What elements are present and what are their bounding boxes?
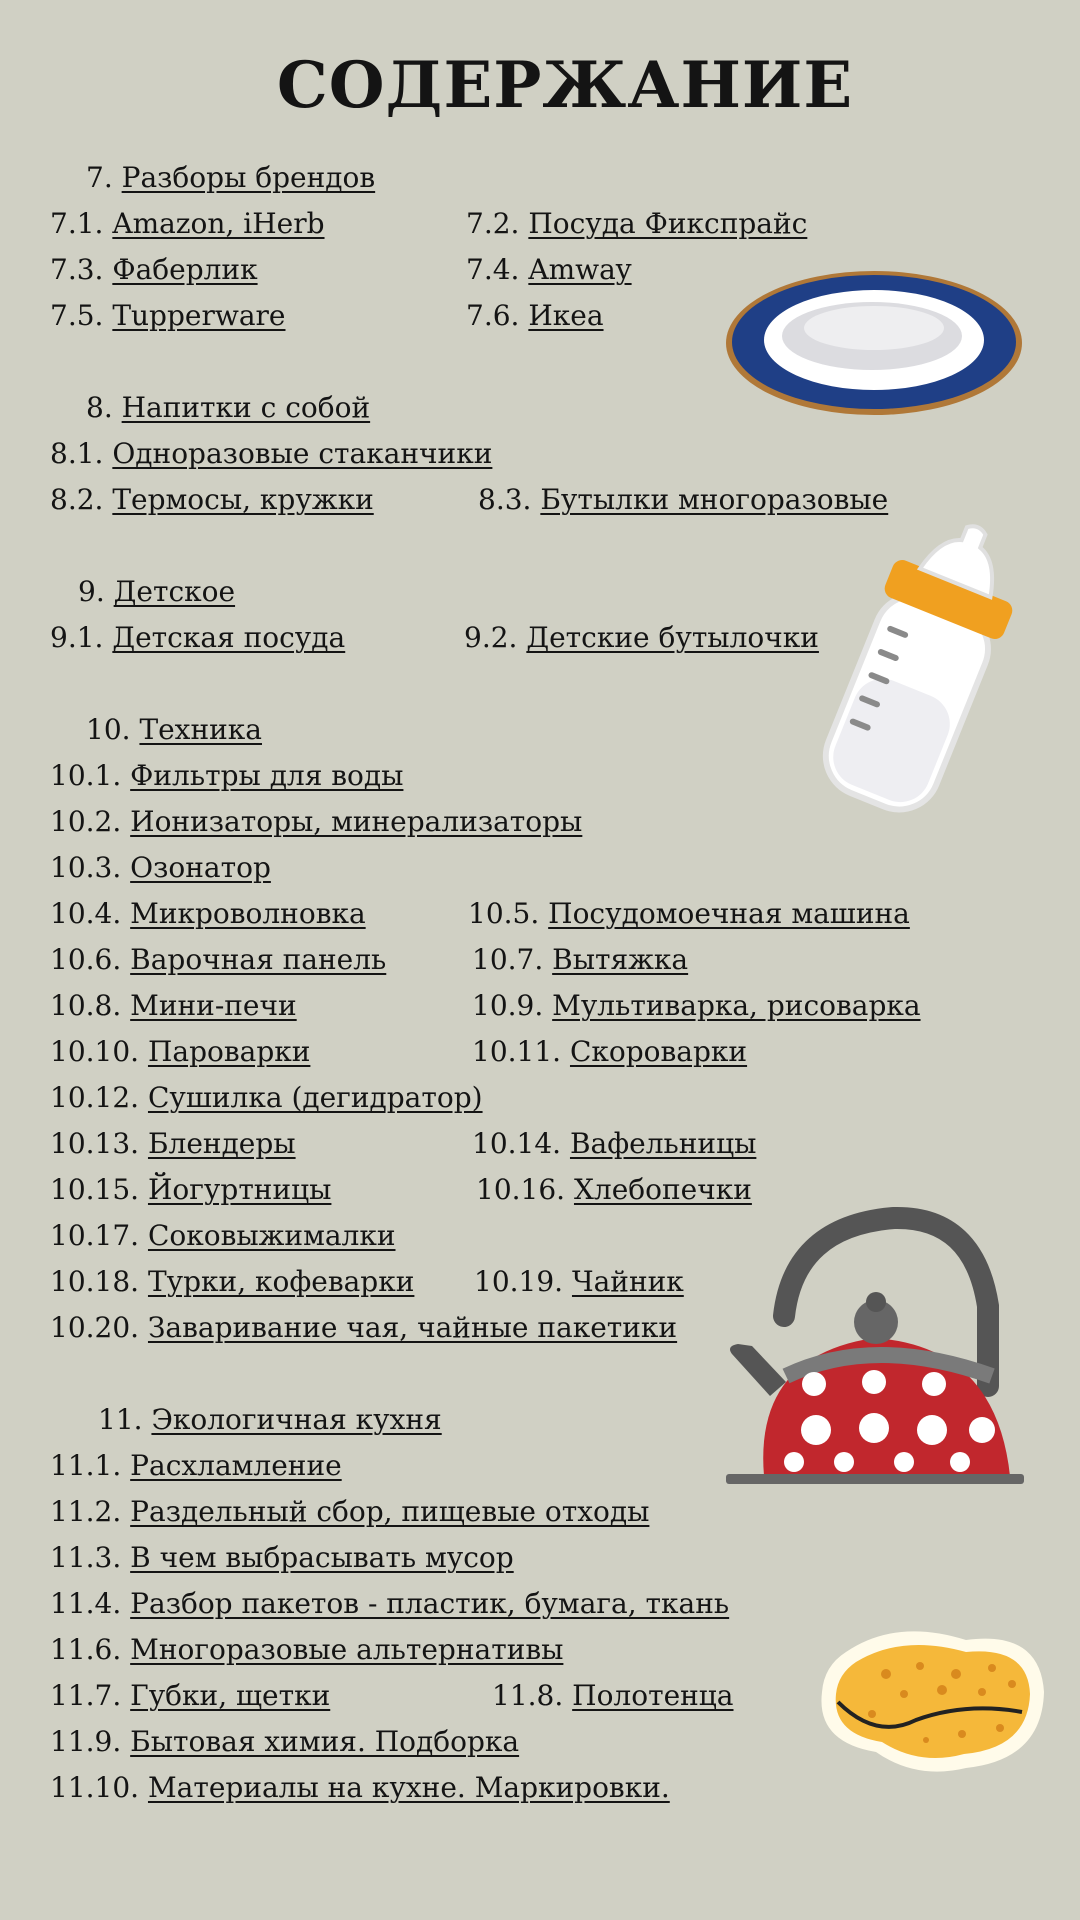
- toc-item-11-6[interactable]: [50, 1632, 563, 1668]
- item-link[interactable]: Amway: [528, 253, 632, 286]
- toc-item-10-15[interactable]: [50, 1172, 331, 1208]
- item-link[interactable]: Заваривание чая, чайные пакетики: [147, 1311, 678, 1344]
- item-link[interactable]: Икеа: [528, 299, 604, 332]
- item-number: 10.18.: [50, 1265, 140, 1298]
- section-number: 7.: [86, 161, 113, 194]
- toc-item-10-1[interactable]: [50, 758, 403, 794]
- section-link[interactable]: Напитки с собой: [121, 391, 371, 424]
- section-10-heading[interactable]: [86, 712, 262, 748]
- item-number: 7.4.: [466, 253, 520, 286]
- toc-item-8-1[interactable]: [50, 436, 492, 472]
- toc-item-10-7[interactable]: [472, 942, 688, 978]
- toc-item-8-3[interactable]: [478, 482, 888, 518]
- item-link[interactable]: В чем выбрасывать мусор: [130, 1541, 514, 1574]
- section-number: 11.: [98, 1403, 143, 1436]
- toc-item-10-17[interactable]: [50, 1218, 396, 1254]
- toc-item-10-11[interactable]: [472, 1034, 747, 1070]
- item-link[interactable]: Соковыжималки: [147, 1219, 396, 1252]
- item-link[interactable]: Tupperware: [112, 299, 286, 332]
- item-link[interactable]: Вытяжка: [552, 943, 689, 976]
- section-link[interactable]: Экологичная кухня: [151, 1403, 442, 1436]
- item-number: 10.9.: [472, 989, 544, 1022]
- toc-item-7-4[interactable]: [466, 252, 632, 288]
- toc-item-11-4[interactable]: [50, 1586, 729, 1622]
- sponge-icon: [816, 1622, 1048, 1782]
- item-link[interactable]: Детские бутылочки: [526, 621, 819, 654]
- toc-item-9-2[interactable]: [464, 620, 819, 656]
- item-link[interactable]: Пароварки: [147, 1035, 311, 1068]
- item-number: 8.1.: [50, 437, 104, 470]
- item-number: 7.1.: [50, 207, 104, 240]
- item-number: 11.6.: [50, 1633, 122, 1666]
- toc-item-11-9[interactable]: [50, 1724, 519, 1760]
- kettle-icon: [724, 1206, 1026, 1490]
- item-number: 11.10.: [50, 1771, 140, 1804]
- section-link[interactable]: Детское: [113, 575, 236, 608]
- toc-item-11-3[interactable]: [50, 1540, 514, 1576]
- item-number: 8.3.: [478, 483, 532, 516]
- baby-bottle-icon: [800, 520, 1040, 820]
- toc-item-7-2[interactable]: [466, 206, 807, 242]
- item-link[interactable]: Фильтры для воды: [130, 759, 404, 792]
- toc-item-10-13[interactable]: [50, 1126, 296, 1162]
- item-number: 10.2.: [50, 805, 122, 838]
- item-number: 10.10.: [50, 1035, 140, 1068]
- section-8-heading[interactable]: [86, 390, 370, 426]
- item-link[interactable]: Мини-печи: [130, 989, 297, 1022]
- item-number: 10.8.: [50, 989, 122, 1022]
- item-number: 11.9.: [50, 1725, 122, 1758]
- toc-item-11-10[interactable]: [50, 1770, 670, 1806]
- item-link[interactable]: Микроволновка: [130, 897, 366, 930]
- plate-icon: [722, 268, 1026, 418]
- item-number: 11.4.: [50, 1587, 122, 1620]
- toc-item-7-6[interactable]: [466, 298, 604, 334]
- item-link[interactable]: Многоразовые альтернативы: [130, 1633, 564, 1666]
- item-number: 10.11.: [472, 1035, 562, 1068]
- item-link[interactable]: Вафельницы: [569, 1127, 757, 1160]
- item-link[interactable]: Посуда Фикспрайс: [528, 207, 808, 240]
- item-link[interactable]: Расхламление: [130, 1449, 342, 1482]
- item-link[interactable]: Материалы на кухне. Маркировки.: [147, 1771, 670, 1804]
- item-number: 10.20.: [50, 1311, 140, 1344]
- toc-item-11-1[interactable]: [50, 1448, 342, 1484]
- item-number: 11.2.: [50, 1495, 122, 1528]
- section-number: 9.: [78, 575, 105, 608]
- toc-item-10-8[interactable]: [50, 988, 297, 1024]
- item-link[interactable]: Озонатор: [130, 851, 271, 884]
- item-number: 10.16.: [476, 1173, 566, 1206]
- toc-item-10-14[interactable]: [472, 1126, 756, 1162]
- item-link[interactable]: Amazon, iHerb: [112, 207, 325, 240]
- item-link[interactable]: Скороварки: [569, 1035, 748, 1068]
- toc-item-10-20[interactable]: [50, 1310, 677, 1346]
- toc-item-11-2[interactable]: [50, 1494, 649, 1530]
- toc-item-10-16[interactable]: [476, 1172, 752, 1208]
- item-number: 10.4.: [50, 897, 122, 930]
- item-link[interactable]: Турки, кофеварки: [147, 1265, 415, 1298]
- item-link[interactable]: Бытовая химия. Подборка: [130, 1725, 520, 1758]
- item-number: 10.17.: [50, 1219, 140, 1252]
- page-title: СОДЕРЖАНИЕ: [276, 48, 854, 123]
- section-link[interactable]: Разборы брендов: [121, 161, 376, 194]
- item-link[interactable]: Чайник: [571, 1265, 684, 1298]
- toc-item-7-5[interactable]: [50, 298, 285, 334]
- toc-item-10-12[interactable]: [50, 1080, 483, 1116]
- toc-item-10-5[interactable]: [468, 896, 910, 932]
- item-link[interactable]: Варочная панель: [130, 943, 387, 976]
- item-link[interactable]: Одноразовые стаканчики: [112, 437, 493, 470]
- toc-item-11-7[interactable]: [50, 1678, 330, 1714]
- item-number: 7.6.: [466, 299, 520, 332]
- item-link[interactable]: Термосы, кружки: [112, 483, 374, 516]
- item-number: 10.19.: [474, 1265, 564, 1298]
- section-link[interactable]: Техника: [139, 713, 262, 746]
- item-number: 8.2.: [50, 483, 104, 516]
- item-link[interactable]: Губки, щетки: [130, 1679, 331, 1712]
- item-link[interactable]: Ионизаторы, минерализаторы: [130, 805, 583, 838]
- item-link[interactable]: Йогуртницы: [147, 1173, 332, 1206]
- item-link[interactable]: Посудомоечная машина: [548, 897, 910, 930]
- toc-item-10-6[interactable]: [50, 942, 386, 978]
- item-number: 10.1.: [50, 759, 122, 792]
- item-number: 11.1.: [50, 1449, 122, 1482]
- item-number: 7.2.: [466, 207, 520, 240]
- toc-item-9-1[interactable]: [50, 620, 345, 656]
- item-link[interactable]: Разбор пакетов - пластик, бумага, ткань: [130, 1587, 730, 1620]
- item-link[interactable]: Бутылки многоразовые: [540, 483, 889, 516]
- toc-item-10-9[interactable]: [472, 988, 921, 1024]
- toc-item-10-19[interactable]: [474, 1264, 684, 1300]
- item-number: 11.8.: [492, 1679, 564, 1712]
- item-link[interactable]: Сушилка (дегидратор): [147, 1081, 483, 1114]
- item-number: 11.3.: [50, 1541, 122, 1574]
- item-number: 9.2.: [464, 621, 518, 654]
- item-number: 10.14.: [472, 1127, 562, 1160]
- toc-item-8-2[interactable]: [50, 482, 374, 518]
- item-number: 10.6.: [50, 943, 122, 976]
- item-number: 10.12.: [50, 1081, 140, 1114]
- section-number: 8.: [86, 391, 113, 424]
- item-link[interactable]: Мультиварка, рисоварка: [552, 989, 921, 1022]
- toc-item-10-4[interactable]: [50, 896, 366, 932]
- item-number: 10.3.: [50, 851, 122, 884]
- item-link[interactable]: Фаберлик: [112, 253, 258, 286]
- toc-item-11-8[interactable]: [492, 1678, 734, 1714]
- toc-item-10-2[interactable]: [50, 804, 582, 840]
- item-number: 10.7.: [472, 943, 544, 976]
- item-number: 10.13.: [50, 1127, 140, 1160]
- item-number: 9.1.: [50, 621, 104, 654]
- item-link[interactable]: Блендеры: [147, 1127, 296, 1160]
- item-link[interactable]: Хлебопечки: [573, 1173, 752, 1206]
- item-number: 11.7.: [50, 1679, 122, 1712]
- toc-item-7-3[interactable]: [50, 252, 258, 288]
- item-link[interactable]: Полотенца: [572, 1679, 734, 1712]
- toc-item-10-3[interactable]: [50, 850, 271, 886]
- section-number: 10.: [86, 713, 131, 746]
- item-link[interactable]: Раздельный сбор, пищевые отходы: [130, 1495, 650, 1528]
- section-9-heading[interactable]: [78, 574, 235, 610]
- section-7-heading[interactable]: [86, 160, 375, 196]
- item-number: 7.5.: [50, 299, 104, 332]
- item-number: 7.3.: [50, 253, 104, 286]
- item-link[interactable]: Детская посуда: [112, 621, 346, 654]
- toc-item-7-1[interactable]: [50, 206, 325, 242]
- section-11-heading[interactable]: [98, 1402, 442, 1438]
- toc-item-10-10[interactable]: [50, 1034, 310, 1070]
- item-number: 10.15.: [50, 1173, 140, 1206]
- item-number: 10.5.: [468, 897, 540, 930]
- toc-item-10-18[interactable]: [50, 1264, 414, 1300]
